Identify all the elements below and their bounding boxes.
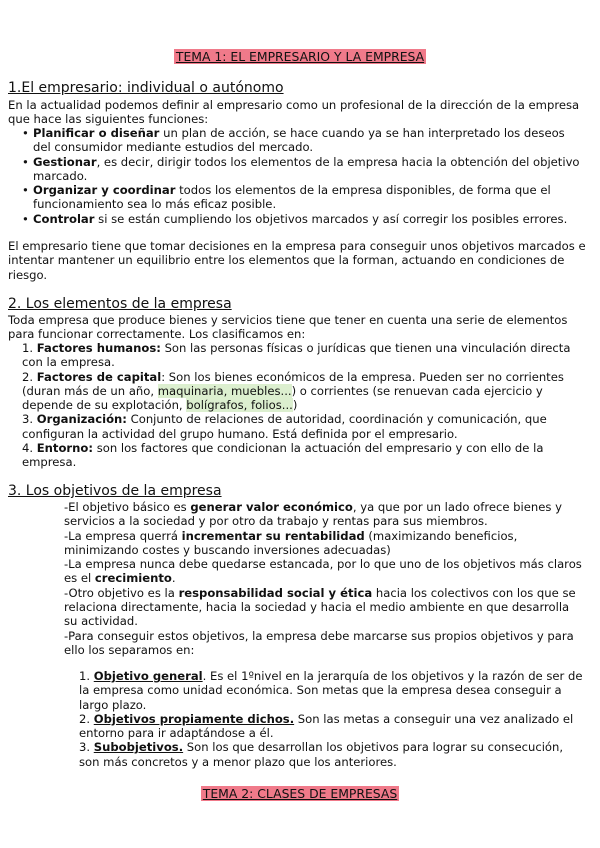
list-item: 2. Factores de capital: Son los bienes económicos de la empresa. Pueden ser no corrientes (duran más de un año, maquinaria, muebles...) o corrientes (se renuevan cada ejercicio y depende de su explotación, bolígrafos, folios...) (22, 369, 564, 413)
tema1-title (0, 50, 600, 64)
paragraph: -Otro objetivo es la responsabilidad social y ética hacia los colectivos con los que se relaciona directamente, hacia la sociedad y hacia el medio ambiente en que desarrolla su actividad. (64, 585, 576, 629)
bullet-item: • Controlar si se están cumpliendo los objetivos marcados y así corregir los posibles errores. (22, 211, 568, 226)
highlight: maquinaria, muebles... (157, 383, 292, 398)
section3-paragraphs (64, 500, 584, 657)
paragraph: -La empresa querrá incrementar su rentabilidad (maximizando beneficios, minimizando costes y buscando inversiones adecuadas) (64, 528, 518, 557)
list-item: 1. Factores humanos: Son las personas físicas o jurídicas que tienen una vinculación directa con la empresa. (22, 341, 571, 370)
section2-heading: 2. Los elementos de la empresa (8, 296, 232, 312)
tema2-title-text: TEMA 2: CLASES DE EMPRESAS (202, 786, 398, 801)
section2-list (22, 341, 582, 470)
section1-closing: El empresario tiene que tomar decisiones en la empresa para conseguir unos objetivos marcados e intentar mantener un equilibrio entre los elementos que la forman, actuando en condiciones de riesgo. (8, 239, 586, 282)
list-item: 3. Subobjetivos. Son los que desarrollan los objetivos para lograr su consecución, son más concretos y a menor plazo que los anteriores. (79, 740, 564, 769)
paragraph: -La empresa nunca debe quedarse estancada, por lo que uno de los objetivos más claros es el crecimiento. (64, 557, 582, 586)
highlight: bolígrafos, folios... (186, 398, 293, 413)
paragraph: -El objetivo básico es generar valor económico, ya que por un lado ofrece bienes y servicios a la sociedad y por otro da trabajo y rentas para sus miembros. (64, 500, 562, 529)
list-item: 2. Objetivos propiamente dichos. Son las metas a conseguir una vez analizado el entorno para ir adaptándose a él. (79, 711, 574, 741)
list-item: 1. Objetivo general. Es el 1ºnivel en la jerarquía de los objetivos y la razón de ser de la empresa como unidad económica. Son metas que la empresa desea conseguir a largo plazo. (79, 669, 583, 712)
paragraph: -Para conseguir estos objetivos, la empresa debe marcarse sus propios objetivos y para ello los separamos en: (64, 628, 574, 657)
list-item: 3. Organización: Conjunto de relaciones de autoridad, coordinación y comunicación, que configuran la actividad del grupo humano. Está definida por el empresario. (22, 412, 547, 441)
bullet-item: • Gestionar, es decir, dirigir todos los elementos de la empresa hacia la obtención del objetivo marcado. (22, 154, 580, 183)
list-item: 4. Entorno: son los factores que condicionan la actuación del empresario y con ello de la empresa. (22, 441, 544, 470)
bullet-item: • Organizar y coordinar todos los elementos de la empresa disponibles, de forma que el funcionamiento sea lo más eficaz posible. (22, 183, 551, 212)
section3-heading: 3. Los objetivos de la empresa (8, 483, 222, 499)
objectives-list (79, 669, 584, 769)
bullet-item: • Planificar o diseñar un plan de acción, se hace cuando ya se han interpretado los deseos del consumidor mediante estudios del mercado. (22, 126, 565, 155)
tema2-title (0, 787, 600, 801)
section2-intro: Toda empresa que produce bienes y servicios tiene que tener en cuenta una serie de elementos para funcionar correctamente. Los clasificamos en: (8, 313, 568, 342)
section1-heading: 1.El empresario: individual o autónomo (8, 80, 284, 96)
section1-bullet-list (22, 126, 582, 226)
section1-intro: En la actualidad podemos definir al empresario como un profesional de la dirección de la empresa que hace las siguientes funciones: (8, 98, 580, 127)
tema1-title-text: TEMA 1: EL EMPRESARIO Y LA EMPRESA (175, 49, 425, 64)
